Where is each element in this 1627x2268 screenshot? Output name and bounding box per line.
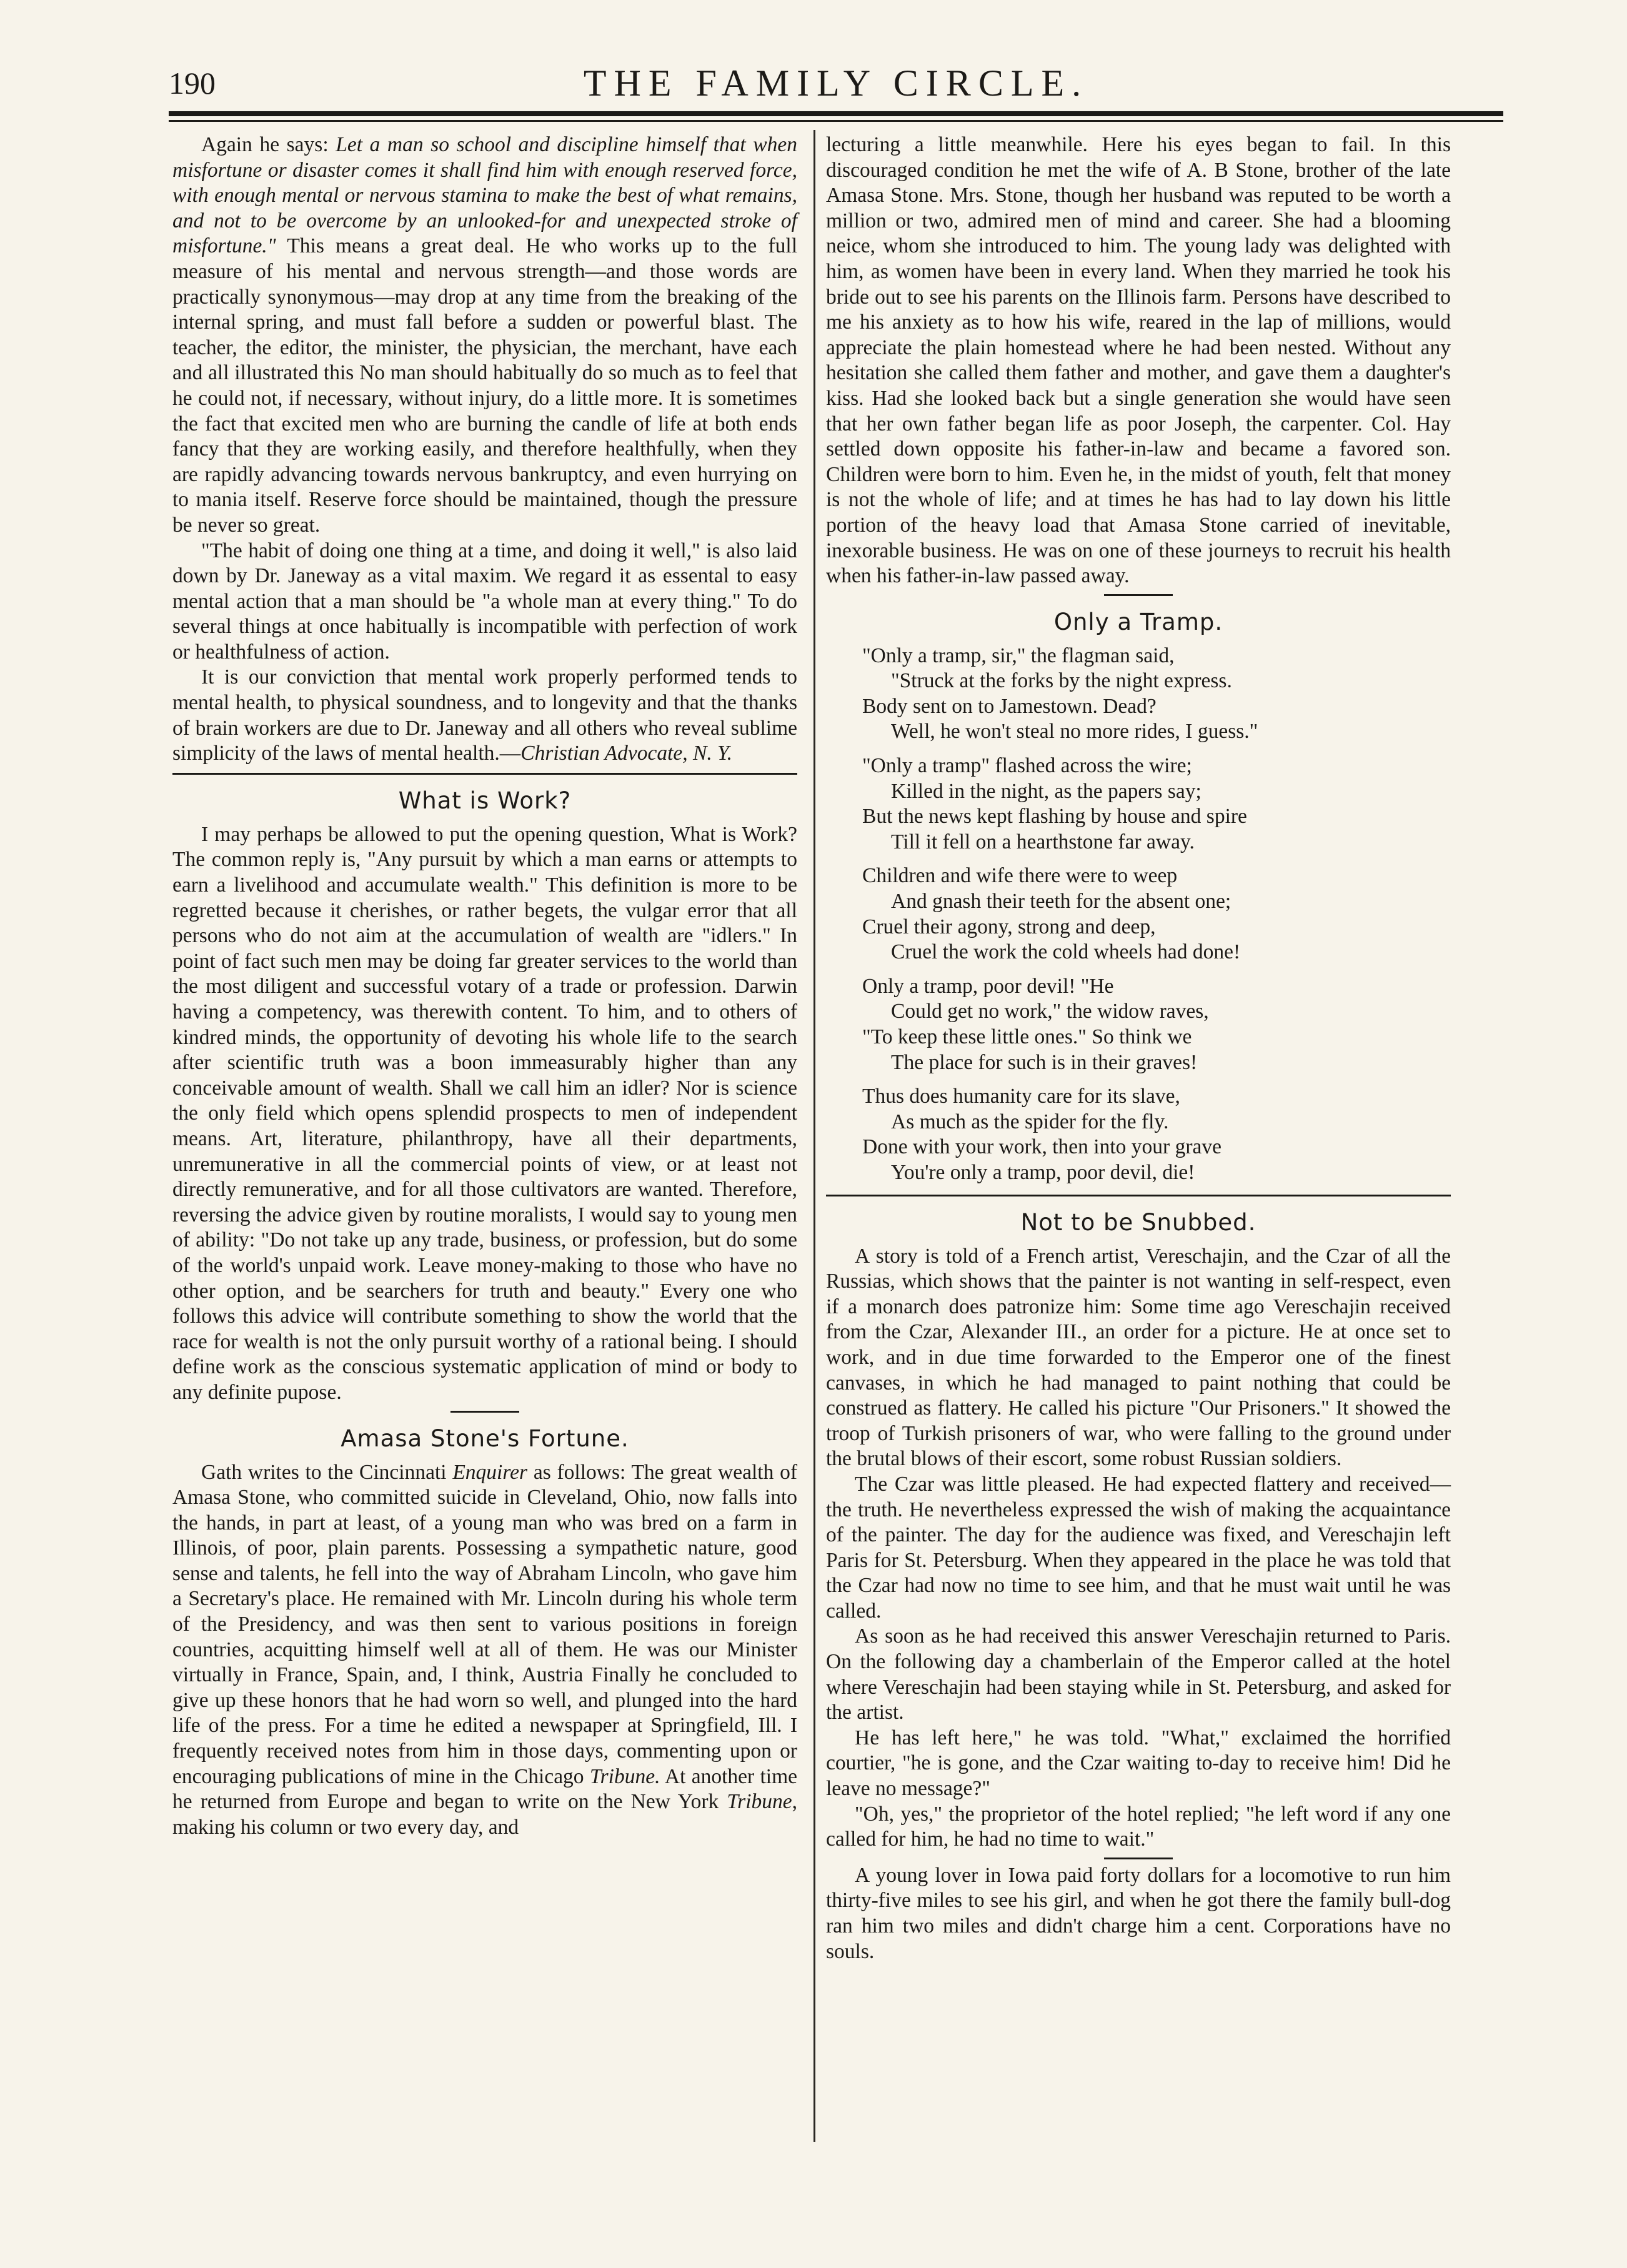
poem-line: The place for such is in their graves!: [891, 1050, 1198, 1074]
article-paragraph: A story is told of a French artist, Vereschajin, and the Czar of all the Russias, which shows that the painter is not wanting in self-respect, even if a monarch does patronize him: Some time ago Vereschajin received from the Czar, Alexander III., an order for a picture. He at once set to work, and in due time forwarded to the Emperor one of the finest canvases, in which he had managed to paint nothing that could be construed as flattery. He called his picture "Our Prisoners." It showed the troop of Turkish prisoners of war, who were falling to the ground under the brutal blows of their escort, some robust Russian soldiers.: [826, 1244, 1451, 1471]
poem-line: As much as the spider for the fly.: [891, 1110, 1169, 1133]
poem-stanza: [862, 863, 1451, 965]
quoted-maxim: Let a man so school and discipline himself that when misfortune or disaster comes it shall find him with enough reserved force, with enough mental or nervous stamina to make the best of what remains, and not to be overcome by an unlooked-for and unexpected stroke of misfortune.": [172, 133, 797, 258]
poem-line: "Only a tramp, sir," the flagman said,: [862, 644, 1175, 667]
poem-line: "Struck at the forks by the night express.: [891, 669, 1232, 693]
article-paragraph: [172, 665, 797, 766]
page-header: [169, 61, 1503, 105]
poem-line: Could get no work," the widow raves,: [891, 1000, 1209, 1023]
article-heading: Amasa Stone's Fortune.: [341, 1425, 629, 1452]
page-number: 190: [169, 66, 216, 101]
paragraph-text: Again he says:: [201, 133, 336, 156]
poem-stanza: [862, 754, 1451, 855]
poem-line: "Only a tramp" flashed across the wire;: [862, 754, 1192, 778]
section-separator: [1104, 594, 1173, 596]
poem-line: Well, he won't steal no more rides, I guess.": [891, 720, 1258, 744]
source-credit: Christian Advocate, N. Y.: [520, 742, 733, 765]
left-column: [172, 132, 797, 1840]
poem-stanza: [862, 1084, 1451, 1185]
article-paragraph: "Oh, yes," the proprietor of the hotel replied; "he left word if any one called for him, he had no time to wait.": [826, 1802, 1451, 1851]
poem-line: Killed in the night, as the papers say;: [891, 779, 1202, 803]
section-separator: [826, 1195, 1451, 1196]
poem-line: Till it fell on a hearthstone far away.: [891, 830, 1195, 853]
poem-line: Thus does humanity care for its slave,: [862, 1085, 1180, 1108]
paragraph-text: It is our conviction that mental work properly performed tends to mental health, to physical soundness, and to longevity and that the thanks of brain workers are due to Dr. Janeway and all others who reveal sublime simplicity of the laws of mental health.—: [172, 665, 797, 765]
article-paragraph: I may perhaps be allowed to put the opening question, What is Work? The common reply is, "Any pursuit by which a man earns or attempts to earn a livelihood and accumulate wealth." This definition is more to be regretted because it cherishes, or rather begets, the vulgar error that all persons who do not aim at the accumulation of wealth are "idlers." In point of fact such men may be doing far greater services to the world than the most diligent and successful votary of a trade or profession. Darwin having a competency, was therewith content. To him, and to others of kindred minds, the opportunity of devoting his whole life to the search after scientific truth was a boon immeasurably higher than any conceivable amount of wealth. Shall we call him an idler? Nor is science the only field which opens splendid prospects to men of independent means. Art, literature, philanthropy, have all their departments, unremunerative in all the commercial points of view, or at least not directly remunerative, and for all those cultivators are wanted. Therefore, reversing the advice given by routine moralists, I would say to young men of ability: "Do not take up any trade, business, or profession, but do some of the world's unpaid work. Leave money-making to those who have no other option, and be searchers for truth and beauty." Every one who follows this advice will contribute something to show the world that the race for wealth is not the only pursuit worthy of a rational being. I should define work as the conscious systematic application of mind or body to any definite pupose.: [172, 822, 797, 1404]
article-paragraph: [172, 1460, 797, 1841]
article-paragraph: lecturing a little meanwhile. Here his eyes began to fail. In this discouraged condition he met the wife of A. B Stone, brother of the late Amasa Stone. Mrs. Stone, though her husband was reputed to be worth a million or two, admired men of mind and career. She had a blooming neice, whom she introduced to him. The young lady was delighted with him, as women have been in every land. When they married he took his bride out to see his parents on the Illinois farm. Persons have described to me his anxiety as to how his wife, reared in the lap of millions, would appreciate the plain homestead where he had been nested. Without any hesitation she called them father and mother, and gave them a daughter's kiss. Had she looked back but a single generation she would have seen that her own father began life as poor Joseph, the carpenter. Col. Hay settled down opposite his father-in-law and became a favored son. Children were born to him. Even he, in the midst of youth, felt that money is not the whole of life; and at times he has had to lay down his little portion of the heavy load that Amasa Stone carried of inevitable, inexorable business. He was on one of these journeys to recruit his health when his father-in-law passed away.: [826, 133, 1451, 588]
poem-stanza: [862, 974, 1451, 1075]
article-paragraph: [172, 132, 797, 539]
paragraph-text: At another time he returned from Europe and began to write on the New York: [172, 1764, 797, 1814]
newspaper-name: Tribune: [727, 1790, 792, 1814]
poem-line: Cruel their agony, strong and deep,: [862, 915, 1156, 938]
column-divider: [814, 130, 815, 2142]
paragraph-text: This means a great deal. He who works up to the full measure of his mental and nervous strength—and those words are practically synonymous—may drop at any time from the breaking of the internal spring, and must fall before a sudden or powerful blast. The teacher, the editor, the minister, the physician, the merchant, have each and all illustrated this No man should habitually do so much as to feel that he could not, if necessary, without injury, do a little more. It is sometimes the fact that excited men who are burning the candle of life at both ends fancy that they are working easily, and therefore healthfully, when they are rapidly advancing towards nervous bankruptcy, and even hurrying on to mania itself. Reserve force should be maintained, though the pressure be never so great.: [172, 234, 797, 537]
poem-stanza: [862, 644, 1451, 745]
paragraph-text: Gath writes to the Cincinnati: [201, 1460, 453, 1484]
right-column: [826, 132, 1451, 1964]
section-separator: [450, 1411, 519, 1413]
newspaper-name: Enquirer: [452, 1460, 528, 1484]
header-rule-thin: [169, 120, 1503, 122]
section-separator: [1104, 1858, 1173, 1859]
poem-line: Cruel the work the cold wheels had done!: [891, 940, 1241, 964]
article-paragraph: As soon as he had received this answer Vereschajin returned to Paris. On the following day a chamberlain of the Emperor called at the hotel where Vereschajin had been staying while in St. Petersburg, and asked for the artist.: [826, 1624, 1451, 1724]
article-paragraph: The Czar was little pleased. He had expected flattery and received—the truth. He nevertheless expressed the wish of making the acquaintance of the painter. The day for the audience was fixed, and Vereschajin left Paris for St. Petersburg. When they appeared in the place he was told that the Czar had now no time to see him, and that he must wait until he was called.: [826, 1472, 1451, 1623]
journal-title: THE FAMILY CIRCLE.: [583, 62, 1089, 104]
poem: [862, 644, 1451, 1186]
article-paragraph: A young lover in Iowa paid forty dollars for a locomotive to run him thirty-five miles to see his girl, and when he got there the family bull-dog ran him two miles and didn't charge him a cent. Corporations have no souls.: [826, 1863, 1451, 1963]
section-separator: [172, 773, 797, 775]
poem-line: But the news kept flashing by house and spire: [862, 805, 1247, 828]
header-rule: [169, 111, 1503, 116]
article-paragraph: "The habit of doing one thing at a time, and doing it well," is also laid down by Dr. Janeway as a vital maxim. We regard it as essental to easy mental action that a man should be "a whole man at every thing." To do several things at once habitually is incompatible with perfection of work or healthfulness of action.: [172, 539, 797, 664]
article-heading: Only a Tramp.: [1053, 608, 1223, 635]
poem-line: Done with your work, then into your grave: [862, 1135, 1221, 1159]
poem-line: Body sent on to Jamestown. Dead?: [862, 694, 1157, 718]
paragraph-text: , making his column or two every day, and: [172, 1790, 797, 1839]
poem-line: Only a tramp, poor devil! "He: [862, 974, 1114, 998]
article-paragraph: He has left here," he was told. "What," exclaimed the horrified courtier, "he is gone, and the Czar waiting to-day to receive him! Did he leave no message?": [826, 1726, 1451, 1801]
paragraph-text: as follows: The great wealth of Amasa Stone, who committed suicide in Cleveland, Ohio, now falls into the hands, in part at least, of a young man who was bred on a farm in Illinois, of poor, plain parents. Possessing a sympathetic nature, good sense and talents, he fell into the way of Abraham Lincoln, who gave him a Secretary's place. He remained with Mr. Lincoln during his whole term of the Presidency, and was then sent to various positions in foreign countries, acquitting himself well at all of them. He was our Minister virtually in France, Spain, and, I think, Austria Finally he concluded to give up these honors that he had worn so well, and plunged into the hard life of the press. For a time he edited a newspaper at Springfield, Ill. I frequently received notes from him in those days, commenting upon or encouraging publications of mine in the Chicago: [172, 1460, 797, 1788]
article-heading: Not to be Snubbed.: [1020, 1208, 1256, 1236]
poem-line: You're only a tramp, poor devil, die!: [891, 1160, 1195, 1184]
poem-line: "To keep these little ones." So think we: [862, 1025, 1192, 1048]
poem-line: Children and wife there were to weep: [862, 864, 1178, 888]
poem-line: And gnash their teeth for the absent one;: [891, 890, 1231, 913]
article-heading: What is Work?: [398, 787, 572, 814]
newspaper-name: Tribune.: [589, 1764, 660, 1788]
